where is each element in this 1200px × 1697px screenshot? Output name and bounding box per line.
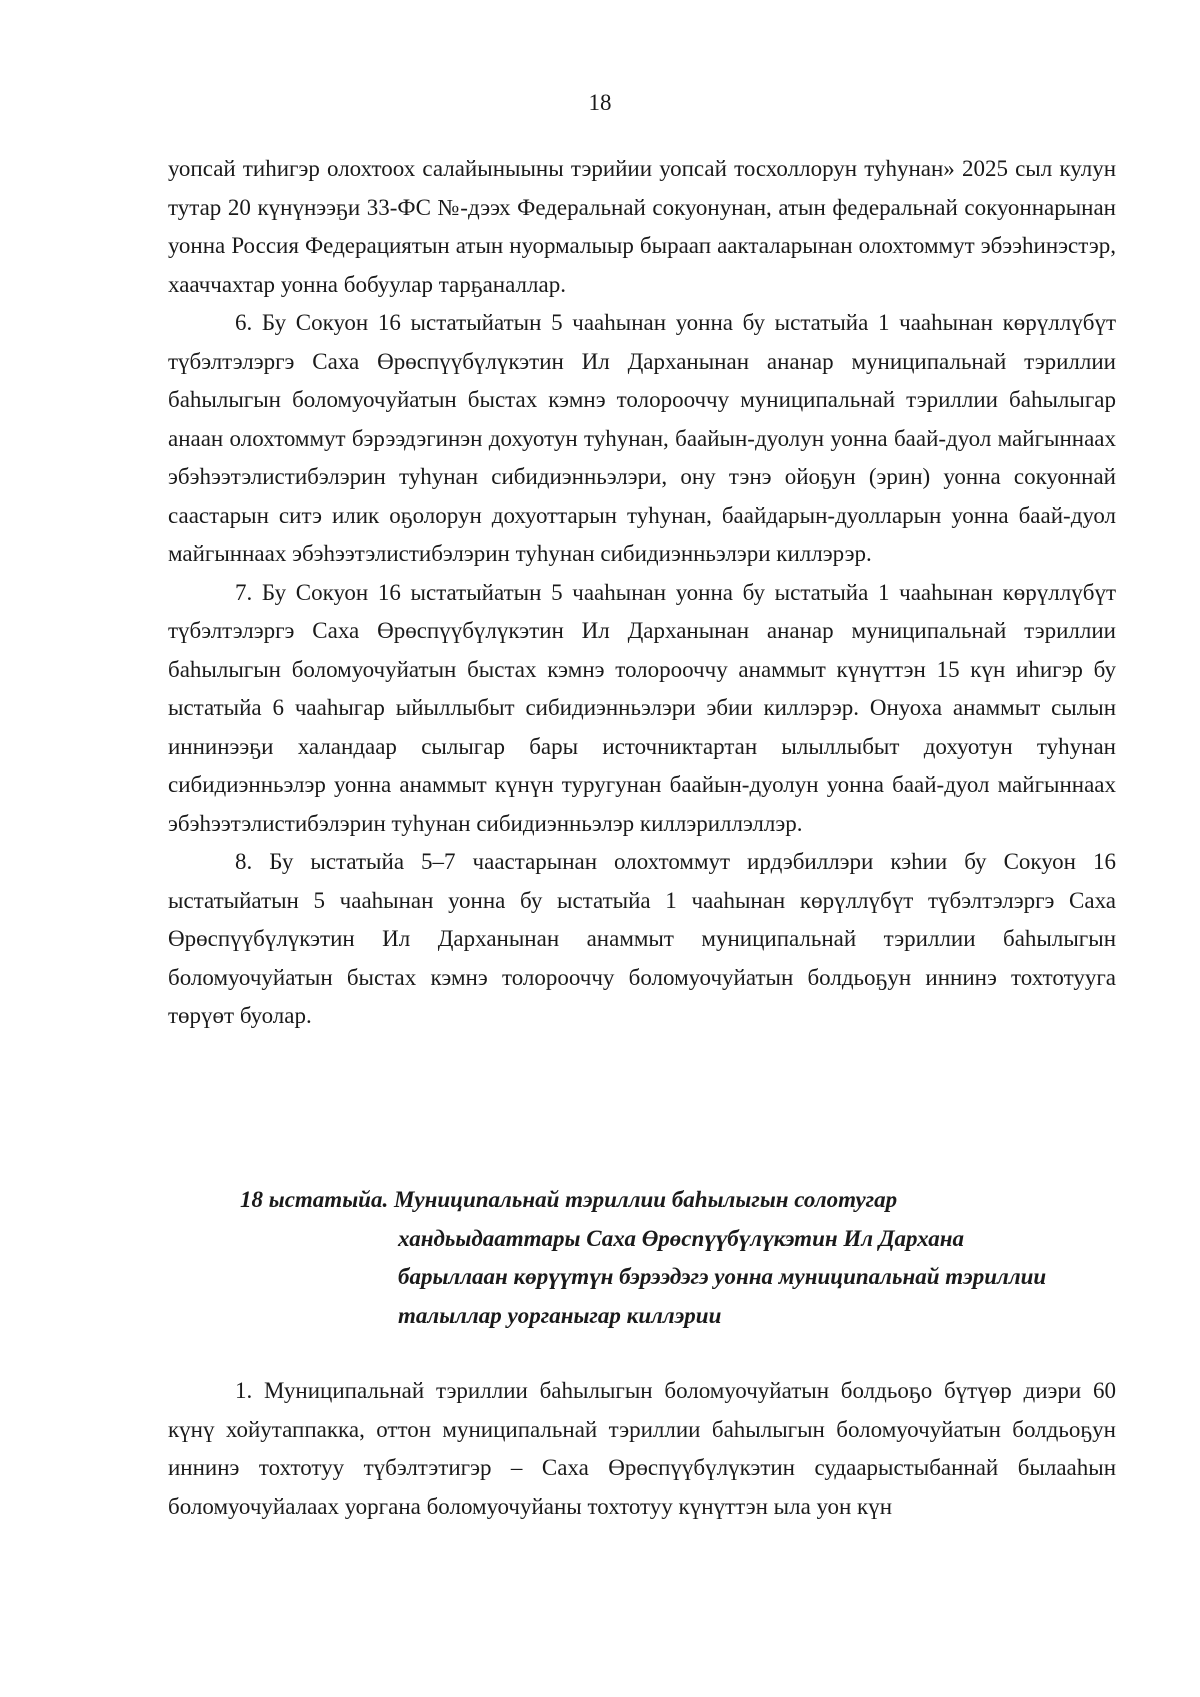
paragraph-continuation: уопсай тиһигэр олохтоох салайыныыны тэрийии уопсай тосхоллорун туһунан» 2025 сыл кулун тутар 20 күнүнээҕи 33-ФС №-дээх Федеральнай сокуонунан, атын федеральнай сокуоннарынан уонна Россия Федерациятын атын нуормалыыр быраап аакталарынан олохтоммут эбээһинэстэр, хааччахтар уонна бобуулар тарҕаналлар. (168, 156, 1116, 297)
paragraph-item-7: 7. Бу Сокуон 16 ыстатыйатын 5 чааһынан уонна бу ыстатыйа 1 чааһынан көрүллүбүт түбэлтэлэргэ Саха Өрөспүүбүлүкэтин Ил Дарханынан ананар муниципальнай тэриллии баһылыгын боломуочуйатын быстах кэмнэ толорооччу анаммыт күнүттэн 15 күн иһигэр бу ыстатыйа 6 чааһыгар ыйыллыбыт сибидиэнньэлэри эбии киллэрэр. Онуоха анаммыт сылын иннинээҕи халандаар сылыгар бары источниктартан ылыллыбыт дохуотун туһунан сибидиэнньэлэр уонна анаммыт күнүн туругунан баайын-дуолун уонна баай-дуол майгыннаах эбэһээтэлистибэлэрин туһунан сибидиэнньэлэр киллэриллэллэр. (168, 579, 1116, 836)
article-heading-line: талыллар уорганыгар киллэрии (398, 1302, 722, 1328)
body-text-bottom (168, 1372, 1116, 1526)
paragraph-item-1: 1. Муниципальнай тэриллии баһылыгын боломуочуйатын болдьоҕо бүтүөр диэри 60 күнү хойутаппакка, оттон муниципальнай тэриллии баһылыгын боломуочуйатын болдьоҕун иннинэ тохтотуу түбэлтэтигэр – Саха Өрөспүүбүлүкэтин судаарыстыбаннай былааһын боломуочуйалаах уоргана боломуочуйаны тохтотуу күнүттэн ыла уон күн (168, 1378, 1116, 1519)
article-heading (240, 1181, 1120, 1335)
article-heading-line: барыллаан көрүүтүн бэрээдэгэ уонна муниципальнай тэриллии (398, 1264, 1047, 1289)
body-text-top (168, 150, 1116, 1036)
page-number: 18 (588, 90, 612, 115)
article-heading-line: 18 ыстатыйа. Муниципальнай тэриллии баһылыгын солотугар (240, 1187, 898, 1212)
paragraph-item-8: 8. Бу ыстатыйа 5–7 чаастарынан олохтоммут ирдэбиллэри кэһии бу Сокуон 16 ыстатыйатын 5 чааһынан уонна бу ыстатыйа 1 чааһынан көрүллүбүт түбэлтэлэргэ Саха Өрөспүүбүлүкэтин Ил Дарханынан анаммыт муниципальнай тэриллии баһылыгын боломуочуйатын быстах кэмнэ толорооччу боломуочуйатын болдьоҕун иннинэ тохтотууга төрүөт буолар. (168, 849, 1116, 1028)
article-heading-line: хандьыдааттары Саха Өрөспүүбүлүкэтин Ил Дархана (398, 1225, 965, 1251)
paragraph-item-6: 6. Бу Сокуон 16 ыстатыйатын 5 чааһынан уонна бу ыстатыйа 1 чааһынан көрүллүбүт түбэлтэлэргэ Саха Өрөспүүбүлүкэтин Ил Дарханынан ананар муниципальнай тэриллии баһылыгын боломуочуйатын быстах кэмнэ толорооччу муниципальнай тэриллии баһылыгар анаан олохтоммут бэрээдэгинэн дохуотун туһунан, баайын-дуолун уонна баай-дуол майгыннаах эбэһээтэлистибэлэрин туһунан сибидиэнньэлэри, ону тэнэ ойоҕун (эрин) уонна сокуоннай саастарын ситэ илик оҕолорун дохуоттарын туһунан, баайдарын-дуолларын уонна баай-дуол майгыннаах эбэһээтэлистибэлэрин туһунан сибидиэнньэлэри киллэрэр. (168, 310, 1116, 566)
